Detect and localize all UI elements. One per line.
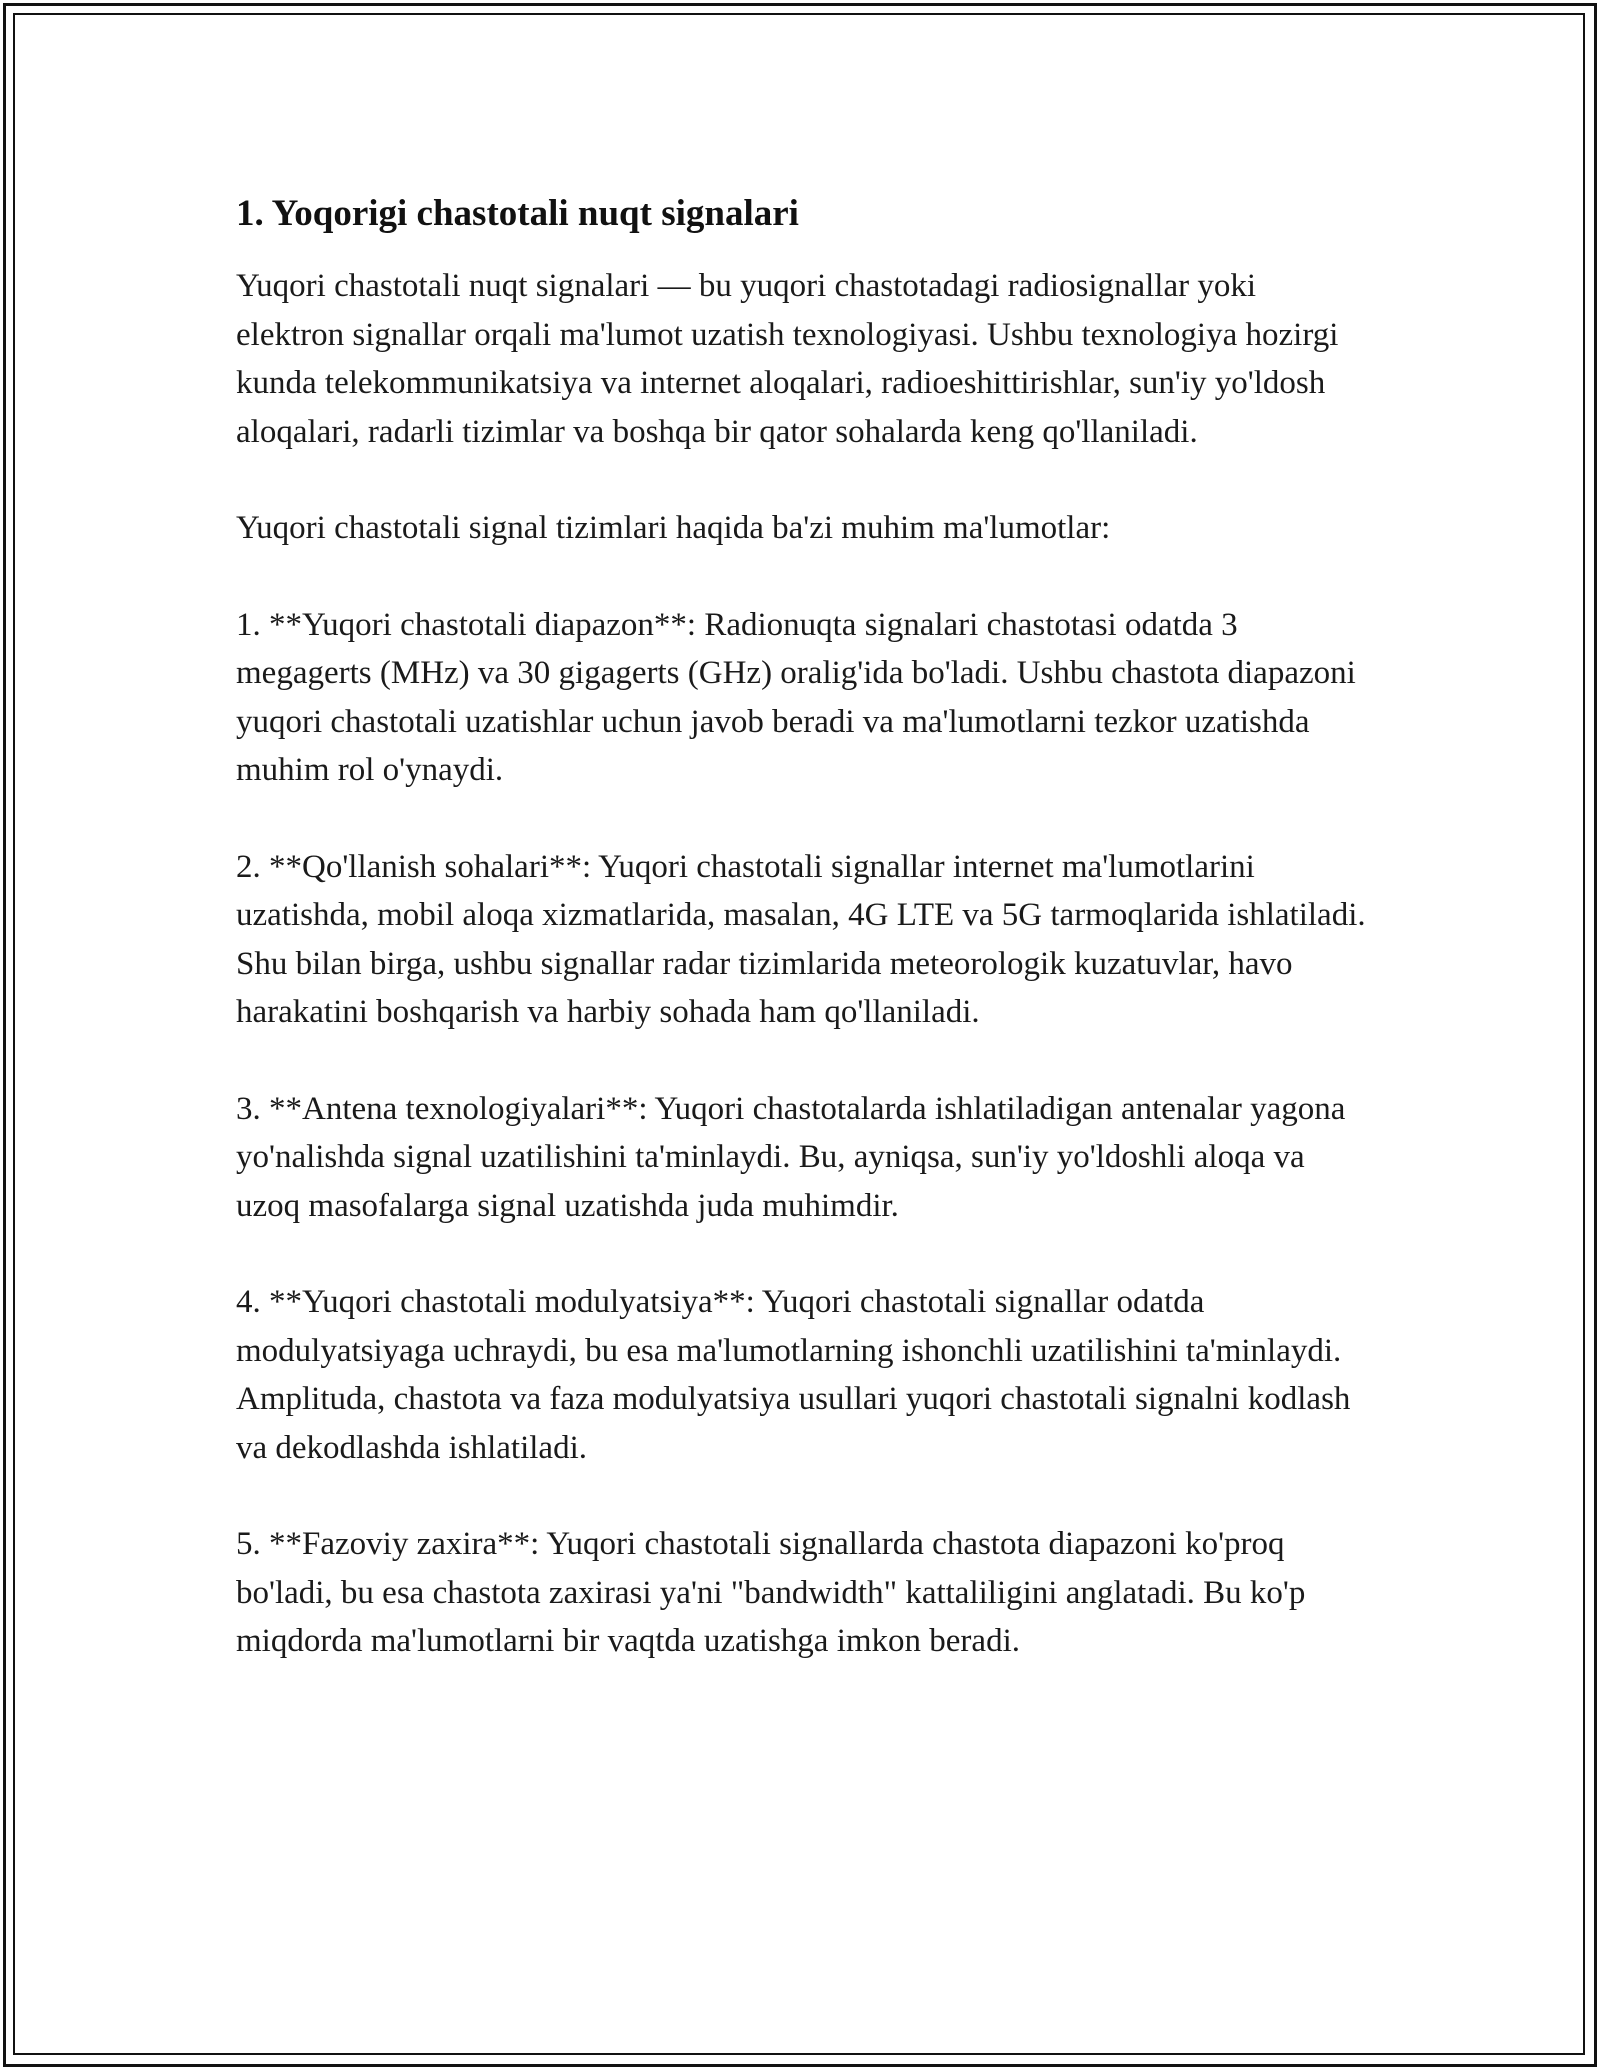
document-body (236, 186, 1366, 1714)
lead-in-paragraph: Yuqori chastotali signal tizimlari haqida ba'zi muhim ma'lumotlar: (236, 510, 1111, 546)
list-item-modulation: 4. **Yuqori chastotali modulyatsiya**: Yuqori chastotali signallar odatda modulyatsiyaga uchraydi, bu esa ma'lumotlarning ishonchli uzatilishini ta'minlaydi. Amplituda, chastota va faza modulyatsiya usullari yuqori chastotali signalni kodlash va dekodlashda ishlatiladi. (236, 1284, 1351, 1466)
list-item-bandwidth-reserve: 5. **Fazoviy zaxira**: Yuqori chastotali signallarda chastota diapazoni ko'proq bo'ladi, bu esa chastota zaxirasi ya'ni "bandwidth" kattaliligini anglatadi. Bu ko'p miqdorda ma'lumotlarni bir vaqtda uzatishga imkon beradi. (236, 1526, 1306, 1659)
list-item-frequency-range: 1. **Yuqori chastotali diapazon**: Radionuqta signalari chastotasi odatda 3 megagerts (MHz) va 30 gigagerts (GHz) oralig'ida bo'ladi. Ushbu chastota diapazoni yuqori chastotali uzatishlar uchun javob beradi va ma'lumotlarni tezkor uzatishda muhim rol o'ynaydi. (236, 606, 1356, 788)
list-item-application-areas: 2. **Qo'llanish sohalari**: Yuqori chastotali signallar internet ma'lumotlarini uzatishda, mobil aloqa xizmatlarida, masalan, 4G LTE va 5G tarmoqlarida ishlatiladi. Shu bilan birga, ushbu signallar radar tizimlarida meteorologik kuzatuvlar, havo harakatini boshqarish va harbiy sohada ham qo'llaniladi. (236, 848, 1366, 1030)
document-title: 1. Yoqorigi chastotali nuqt signalari (236, 193, 799, 234)
list-item-antenna-technologies: 3. **Antena texnologiyalari**: Yuqori chastotalarda ishlatiladigan antenalar yagona yo'nalishda signal uzatilishini ta'minlaydi. Bu, ayniqsa, sun'iy yo'ldoshli aloqa va uzoq masofalarga signal uzatishda juda muhimdir. (236, 1090, 1346, 1224)
intro-paragraph: Yuqori chastotali nuqt signalari — bu yuqori chastotadagi radiosignallar yoki elektron signallar orqali ma'lumot uzatish texnologiyasi. Ushbu texnologiya hozirgi kunda telekommunikatsiya va internet aloqalari, radioeshittirishlar, sun'iy yo'ldosh aloqalari, radarli tizimlar va boshqa bir qator sohalarda keng qo'llaniladi. (236, 268, 1339, 450)
